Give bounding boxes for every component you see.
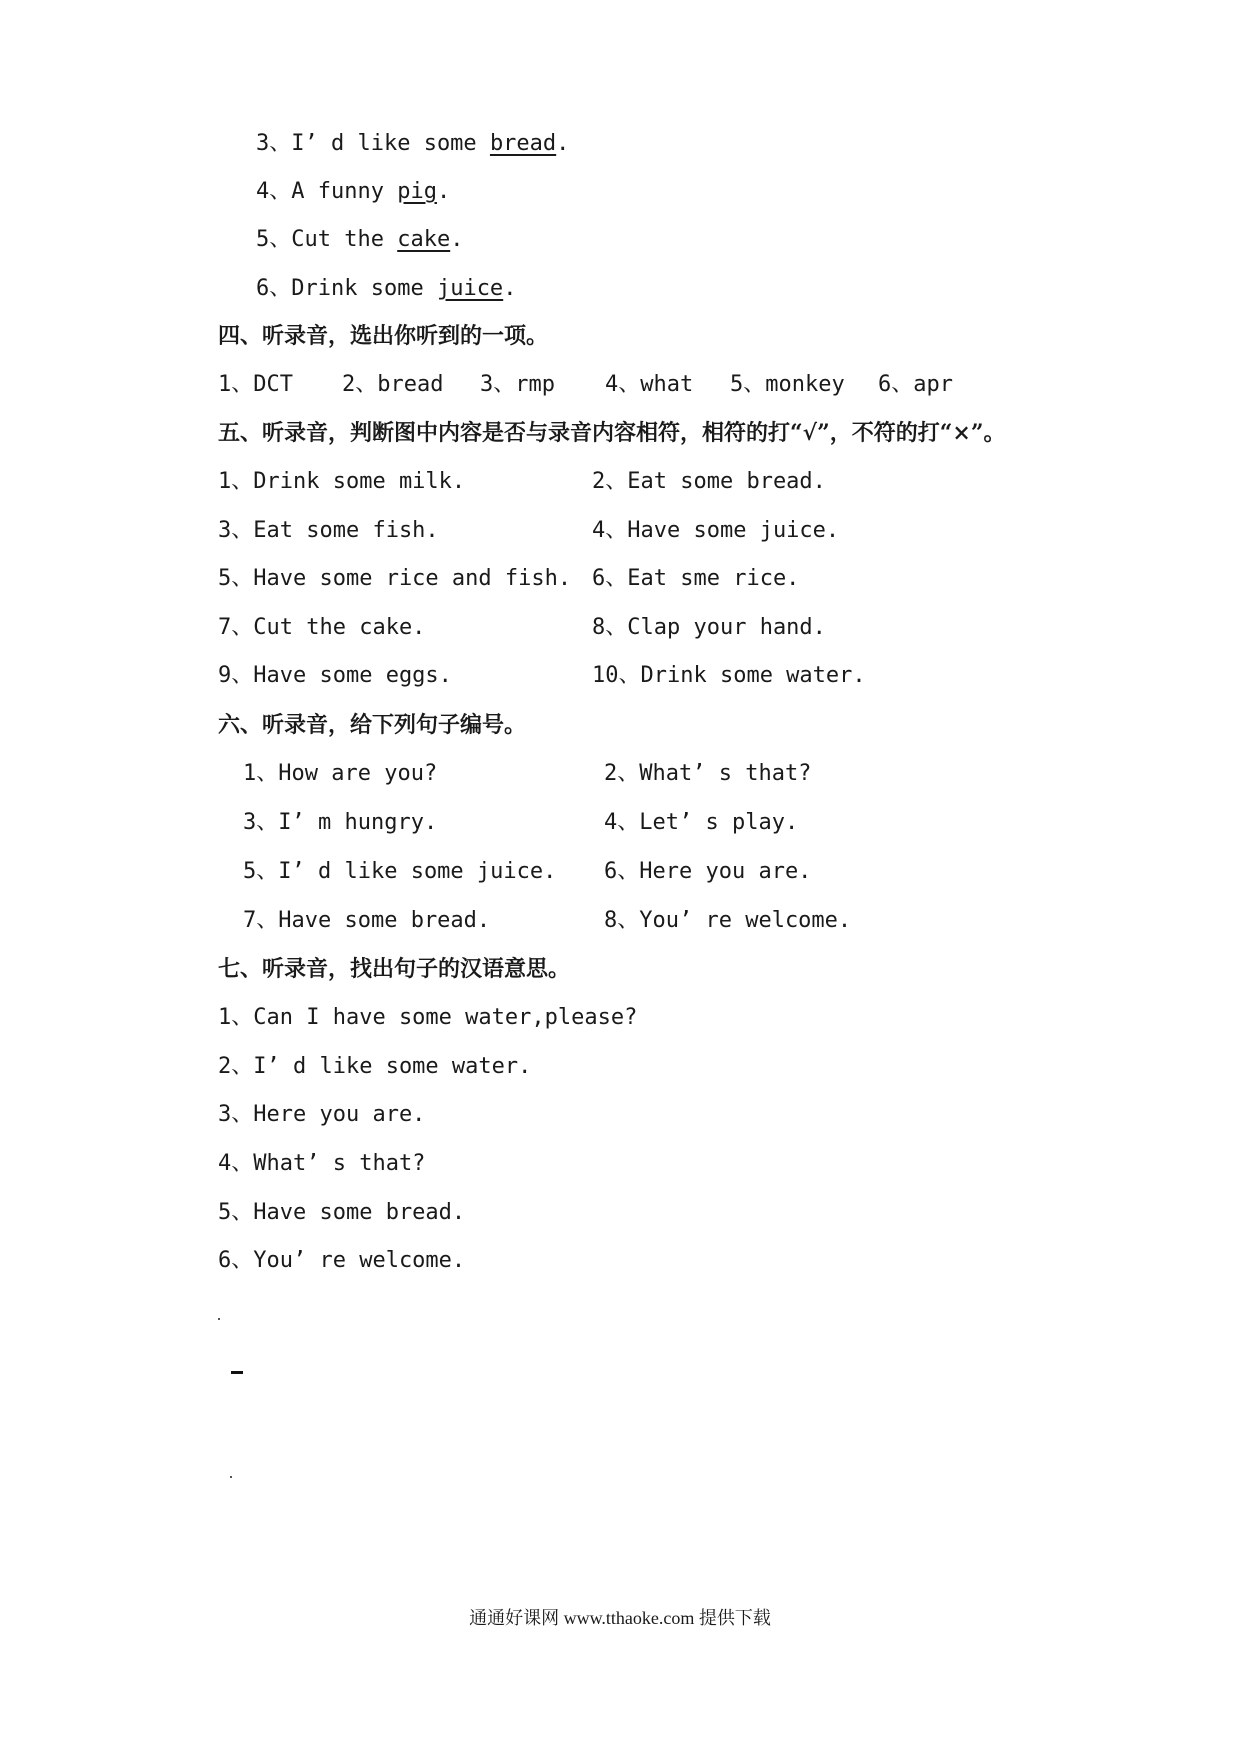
underlined-word: bread [489,131,557,156]
s4-option: 6、apr [878,372,953,397]
underlined-word: cake [397,227,451,252]
underlined-word: pig [397,179,437,204]
s7-item: 5、Have some bread. [218,1200,466,1225]
s7-item: 3、Here you are. [218,1102,426,1127]
s6-item: 7、Have some bread. [243,908,491,933]
s5-item: 7、Cut the cake. [218,615,426,640]
stray-mark [230,1476,232,1478]
s6-item: 3、I’ m hungry. [243,810,438,835]
s5-item: 9、Have some eggs. [218,663,452,688]
s3-item-4: 4、A funny pig. [256,179,451,204]
s7-item: 6、You’ re welcome. [218,1248,466,1273]
s5-item: 1、Drink some milk. [218,469,466,494]
s4-option: 1、DCT [218,372,293,397]
s6-item: 1、How are you? [243,761,438,786]
section5-heading: 五、听录音，判断图中内容是否与录音内容相符，相符的打“√”，不符的打“×”。 [218,420,1006,446]
s5-item: 2、Eat some bread. [592,469,826,494]
s6-item: 8、You’ re welcome. [604,908,852,933]
s7-item: 4、What’ s that? [218,1151,426,1176]
s7-item: 2、I’ d like some water. [218,1054,532,1079]
s5-item: 4、Have some juice. [592,518,840,543]
section7-heading: 七、听录音，找出句子的汉语意思。 [218,956,571,982]
underlined-word: juice [436,276,504,301]
page-footer: 通通好课网 www.tthaoke.com 提供下载 [469,1608,771,1628]
section4-heading: 四、听录音，选出你听到的一项。 [218,323,549,349]
section6-heading: 六、听录音，给下列句子编号。 [218,712,527,738]
s6-item: 4、Let’ s play. [604,810,799,835]
s4-option: 4、what [605,372,694,397]
s5-item: 3、Eat some fish. [218,518,439,543]
s4-option: 3、rmp [480,372,555,397]
s5-item: 10、Drink some water. [592,663,866,688]
s6-item: 6、Here you are. [604,859,812,884]
s3-item-5: 5、Cut the cake. [256,227,464,252]
s3-item-6: 6、Drink some juice. [256,276,517,301]
stray-mark [218,1318,220,1320]
s3-item-3: 3、I’ d like some bread. [256,131,570,156]
s5-item: 5、Have some rice and fish. [218,566,572,591]
s4-option: 2、bread [342,372,444,397]
s6-item: 2、What’ s that? [604,761,812,786]
s7-item: 1、Can I have some water,please? [218,1005,638,1030]
s4-option: 5、monkey [730,372,845,397]
s6-item: 5、I’ d like some juice. [243,859,557,884]
s5-item: 8、Clap your hand. [592,615,826,640]
s5-item: 6、Eat sme rice. [592,566,800,591]
dash-mark [231,1371,243,1374]
